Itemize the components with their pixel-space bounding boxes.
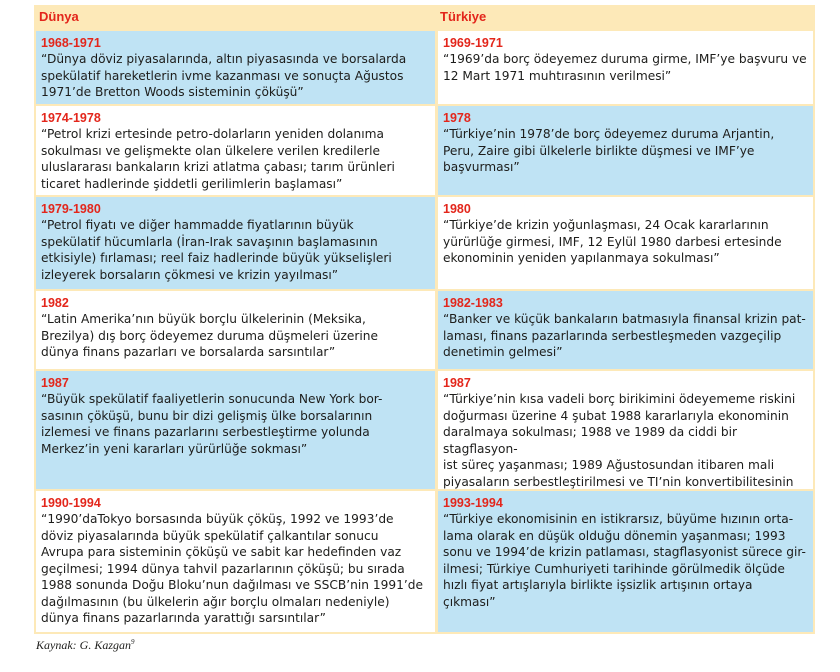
source-label: Kaynak: G. Kazgan bbox=[36, 638, 131, 652]
row-5-dunya-cell bbox=[36, 371, 435, 489]
event-text: “Dünya döviz piyasalarında, altın piyasasında ve borsalarda spekülatif hareketlerin ivme kazanması ve sonuçta Ağustos 1971’de Bretton Woods sisteminin çöküşü” bbox=[41, 52, 407, 99]
header-dunya: Dünya bbox=[39, 9, 79, 24]
year-label: 1968-1971 bbox=[41, 36, 101, 50]
row-1-turkiye-cell bbox=[438, 31, 813, 104]
event-text: “Petrol fiyatı ve diğer hammadde fiyatlarının büyük spekülatif hücumlarla (İran-Irak savaşının başlamasının etkisiyle) fırlaması; reel faiz hadlerinde büyük yükselişleri izleyerek borsaların çökmesi ve krizin yayılması” bbox=[41, 218, 392, 282]
event-text: “1990’daTokyo borsasında büyük çöküş, 1992 ve 1993’de döviz piyasalarında büyük spekülatif çalkantılar sonucu Avrupa para sisteminin çöküşü ve sabit kar hedefinden vaz geçilmesi; 1994 dünya tahvil pazarlarının çöküşü; bu sırada 1988 sonunda Doğu Bloku’nun dağılması ve SSCB’nin 1991’de dağılmasının (bu ülkelerin ağır borçlu olmaları nedeniyle) dünya finans pazarlarında yarattığı sarsıntılar” bbox=[41, 512, 423, 625]
year-label: 1990-1994 bbox=[41, 496, 101, 510]
row-6-turkiye-cell bbox=[438, 491, 813, 632]
row-4-turkiye-cell bbox=[438, 291, 813, 369]
year-label: 1987 bbox=[443, 376, 471, 390]
year-label: 1979-1980 bbox=[41, 202, 101, 216]
row-3-turkiye-cell bbox=[438, 197, 813, 289]
row-6-dunya-cell bbox=[36, 491, 435, 632]
source-citation bbox=[36, 638, 135, 653]
year-label: 1969-1971 bbox=[443, 36, 503, 50]
year-label: 1987 bbox=[41, 376, 69, 390]
header-turkiye: Türkiye bbox=[440, 9, 487, 24]
footnote-marker: 9 bbox=[131, 638, 135, 646]
row-2-turkiye-cell bbox=[438, 106, 813, 195]
row-4-dunya-cell bbox=[36, 291, 435, 369]
year-label: 1974-1978 bbox=[41, 111, 101, 125]
year-label: 1982-1983 bbox=[443, 296, 503, 310]
comparison-table bbox=[34, 5, 815, 634]
event-text: “Banker ve küçük bankaların batmasıyla finansal krizin pat- laması, finans pazarlarında serbestleşmeden vazgeçilip denetimin gelmesi” bbox=[443, 312, 806, 359]
event-text: “Petrol krizi ertesinde petro-dolarların yeniden dolanıma sokulması ve gelişmekte olan ülkelere verilen kredilerle uluslararası bankaların krizi atlatma çabası; tarım ürünleri ticaret hadlerinde şiddetli gerilimlerin başlaması” bbox=[41, 127, 395, 191]
year-label: 1978 bbox=[443, 111, 471, 125]
event-text: “1969’da borç ödeyemez duruma girme, IMF’ye başvuru ve 12 Mart 1971 muhtırasının verilmesi” bbox=[443, 52, 807, 83]
year-label: 1982 bbox=[41, 296, 69, 310]
event-text: “Türkiye’de krizin yoğunlaşması, 24 Ocak kararlarının yürürlüğe girmesi, IMF, 12 Eylül 1980 darbesi ertesinde ekonominin yeniden yapılanmaya sokulması” bbox=[443, 218, 782, 265]
event-text: “Türkiye’nin 1978’de borç ödeyemez duruma Arjantin, Peru, Zaire gibi ülkelerle birlikte düşmesi ve IMF’ye başvurması” bbox=[443, 127, 775, 174]
year-label: 1993-1994 bbox=[443, 496, 503, 510]
event-text: “Türkiye’nin kısa vadeli borç birikimini ödeyememe riskini doğurması üzerine 4 şubat 1988 kararlarıyla ekonominin daralmaya sokulması; 1988 ve 1989 da ciddi bir stagflasyon- ist süreç yaşanması; 1989 Ağustosundan itibaren mali piyasaların serbestleştirilmesi ve TI’nin konvertibilitesinin bbox=[443, 392, 796, 489]
event-text: “Büyük spekülatif faaliyetlerin sonucunda New York bor- sasının çöküşü, bunu bir dizi gelişmiş ülke borsalarının izlemesi ve finans pazarlarını serbestleştirme yolunda Merkez’in yeni kararları yürürlüğe sokması” bbox=[41, 392, 383, 456]
row-3-dunya-cell bbox=[36, 197, 435, 289]
year-label: 1980 bbox=[443, 202, 471, 216]
row-2-dunya-cell bbox=[36, 106, 435, 195]
row-5-turkiye-cell bbox=[438, 371, 813, 489]
row-1-dunya-cell bbox=[36, 31, 435, 104]
event-text: “Türkiye ekonomisinin en istikrarsız, büyüme hızının orta- lama olarak en düşük olduğu dönemin yaşanması; 1993 sonu ve 1994’de krizin patlaması, stagflasyonist sürece gir- ilmesi; Türkiye Cumhuriyeti tarihinde görülmedik ölçüde hızlı fiyat artışlarıyla birlikte işsizlik artışının ortaya çıkması” bbox=[443, 512, 806, 609]
event-text: “Latin Amerika’nın büyük borçlu ülkelerinin (Meksika, Brezilya) dış borç ödeyemez duruma düşmeleri üzerine dünya finans pazarları ve borsalarda sarsıntılar” bbox=[41, 312, 378, 359]
